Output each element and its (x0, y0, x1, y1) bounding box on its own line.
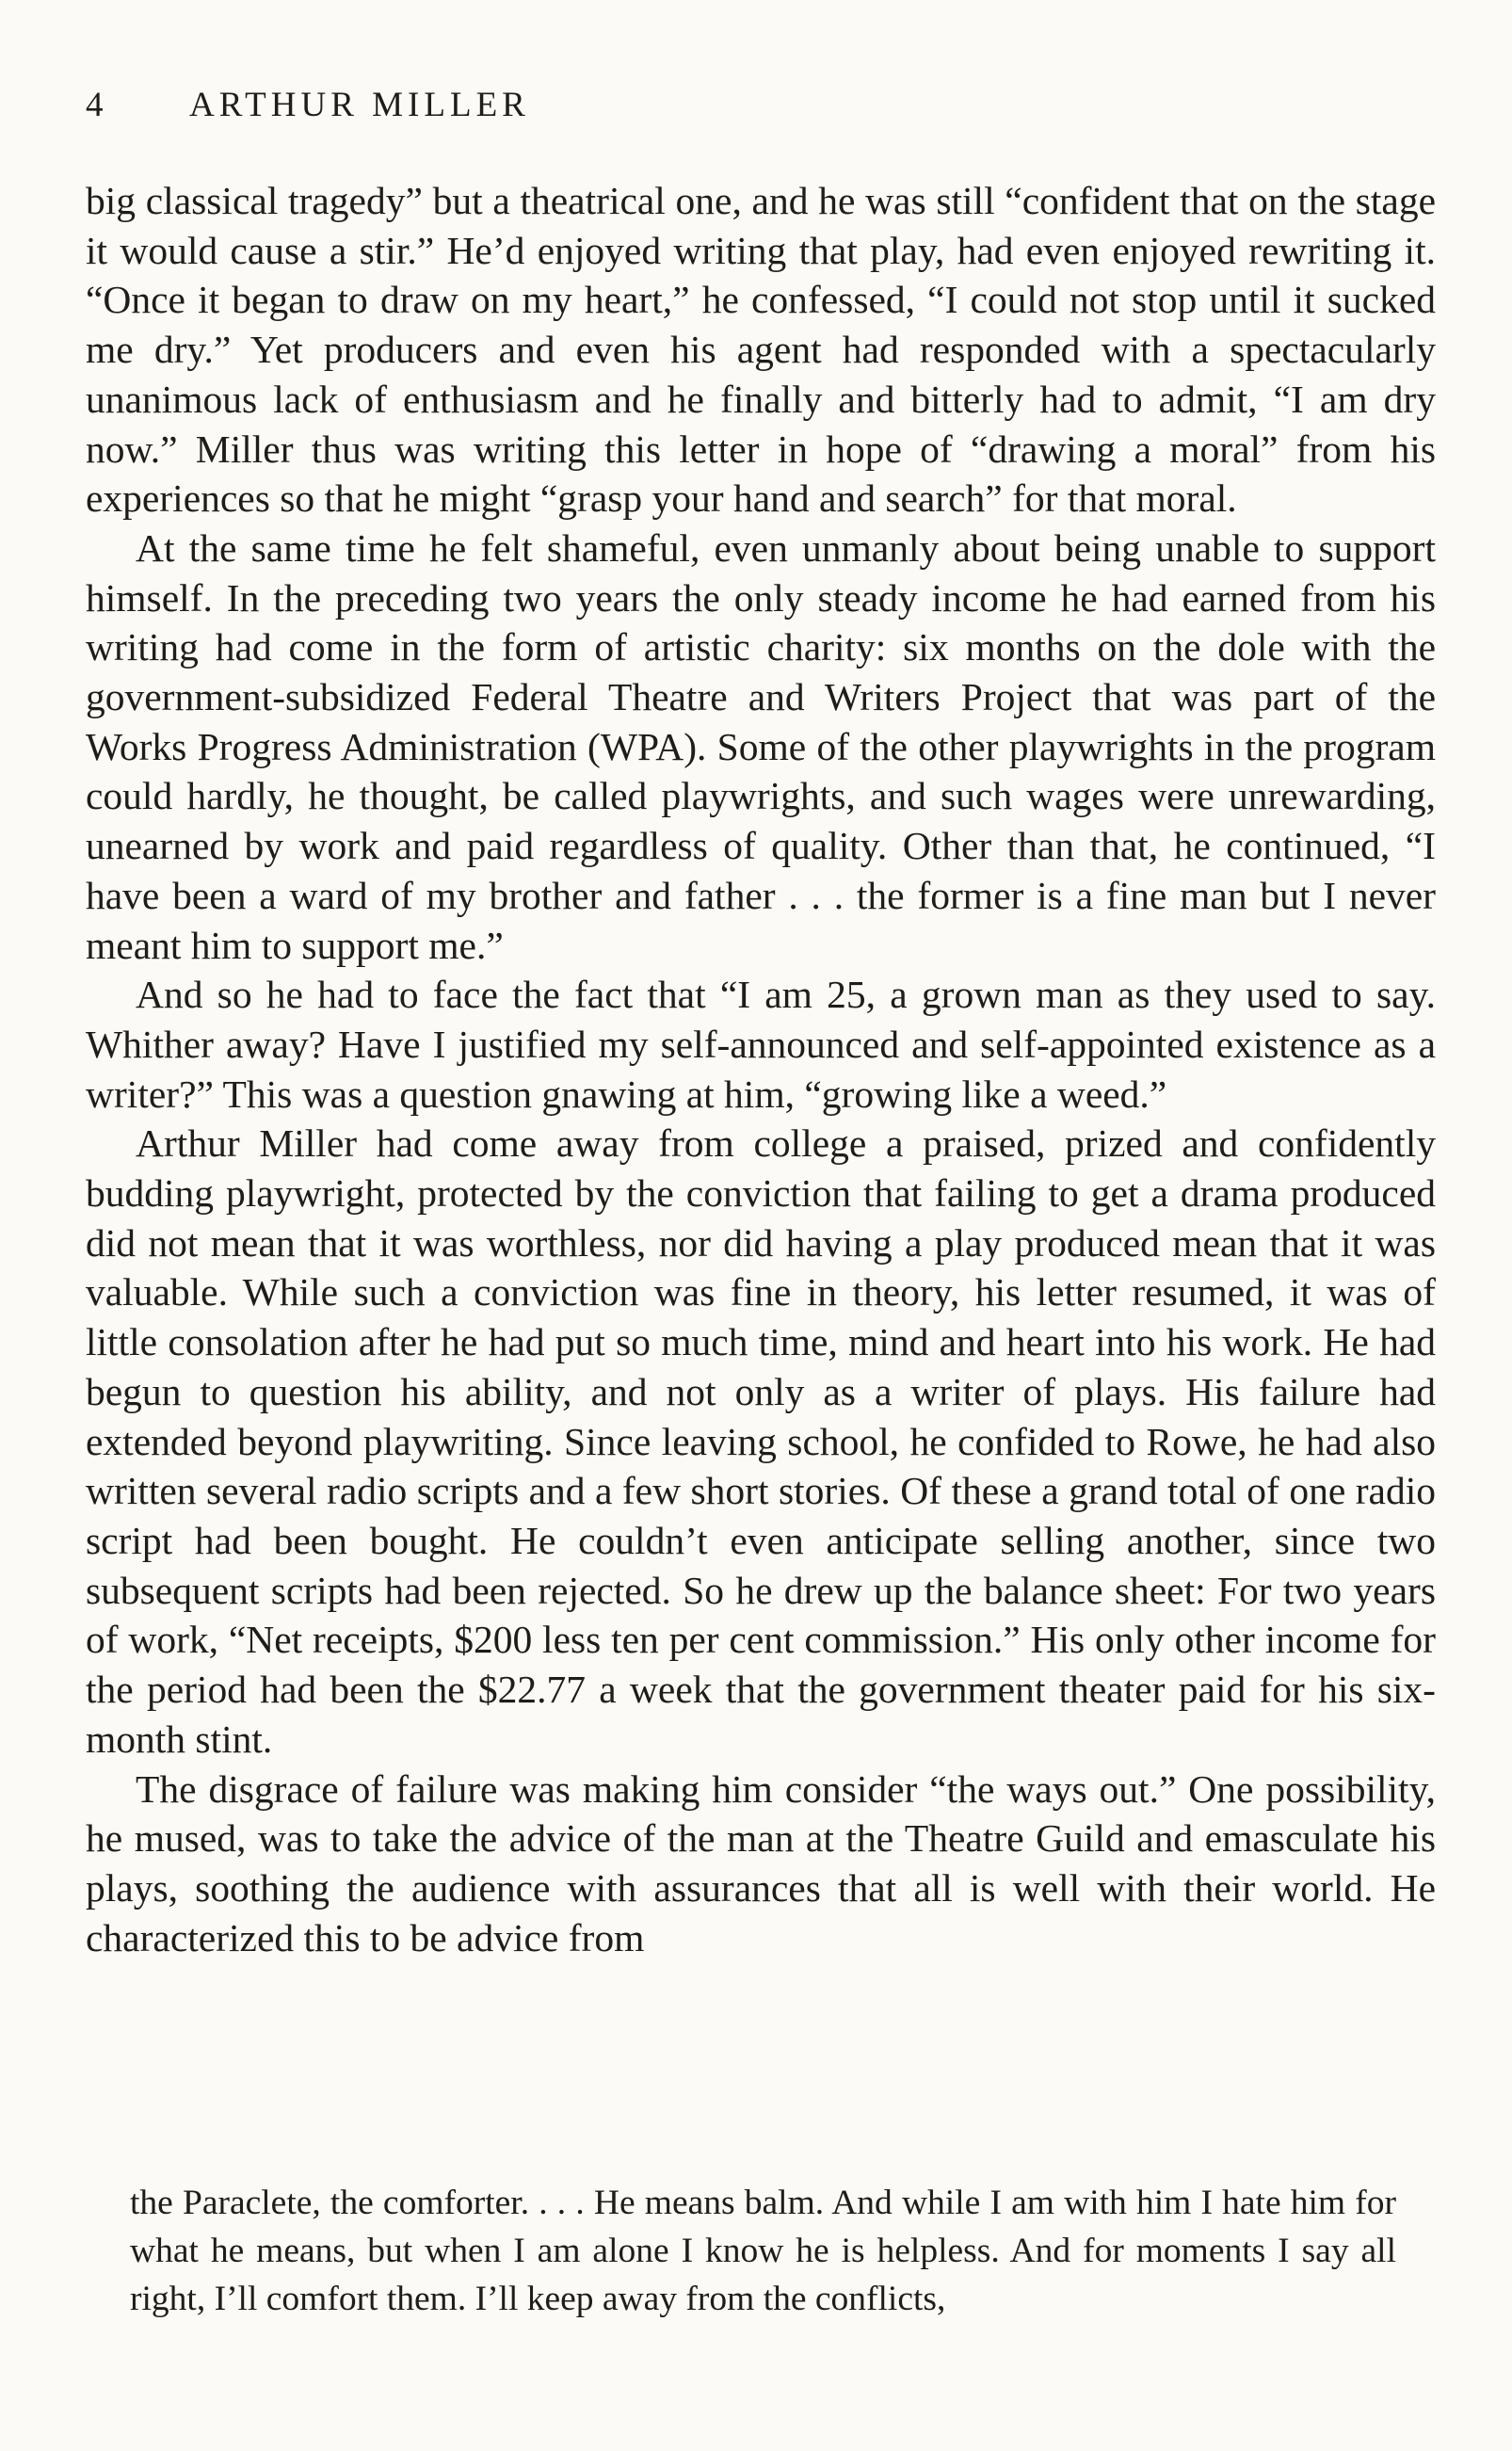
page-number: 4 (86, 85, 104, 124)
running-head (86, 81, 530, 128)
body-text (86, 176, 1436, 1962)
paragraph-2: At the same time he felt shameful, even unmanly about being unable to support himself. In the preceding two years the only steady income he had earned from his writing had come in the form of artistic charity: six months on the dole with the government-subsidized Federal Theatre and Writers Project that was part of the Works Progress Administration (WPA). Some of the other playwrights in the program could hardly, he thought, be called playwrights, and such wages were unrewarding, unearned by work and paid regardless of quality. Other than that, he continued, “I have been a ward of my brother and father . . . the former is a fine man but I never meant him to support me.” (86, 525, 1436, 967)
paragraph-3: And so he had to face the fact that “I am 25, a grown man as they used to say. Whither away? Have I justified my self-announced and self-appointed existence as a writer?” This was a question gnawing at him, “growing like a weed.” (86, 973, 1436, 1116)
paragraph-4: Arthur Miller had come away from college a praised, prized and confidently budding playwright, protected by the conviction that failing to get a drama produced did not mean that it was worthless, nor did having a play produced mean that it was valuable. While such a conviction was fine in theory, his letter resumed, it was of little consolation after he had put so much time, mind and heart into his work. He had begun to question his ability, and not only as a writer of plays. His failure had extended beyond playwriting. Since leaving school, he confided to Rowe, he had also written several radio scripts and a few short stories. Of these a grand total of one radio script had been bought. He couldn’t even anticipate selling another, since two subsequent scripts had been rejected. So he drew up the balance sheet: For two years of work, “Net receipts, $200 less ten per cent commission.” His only other income for the period had been the $22.77 a week that the government theater paid for his six-month stint. (86, 1121, 1436, 1761)
running-title: ARTHUR MILLER (189, 85, 530, 124)
paragraph-1: big classical tragedy” but a theatrical one, and he was still “confident that on the stage it would cause a stir.” He’d enjoyed writing that play, had even enjoyed rewriting it. “Once it began to draw on my heart,” he confessed, “I could not stop until it sucked me dry.” Yet producers and even his agent had responded with a spectacularly unanimous lack of enthusiasm and he finally and bitterly had to admit, “I am dry now.” Miller thus was writing this letter in hope of “drawing a moral” from his experiences so that he might “grasp your hand and search” for that moral. (86, 179, 1436, 521)
block-quote (130, 2179, 1396, 2323)
paragraph-5: The disgrace of failure was making him consider “the ways out.” One possibility, he mused, was to take the advice of the man at the Theatre Guild and emasculate his plays, soothing the audience with assurances that all is well with their world. He characterized this to be advice from (86, 1766, 1436, 1959)
block-quote-text: the Paraclete, the comforter. . . . He means balm. And while I am with him I hate him for what he means, but when I am alone I know he is helpless. And for moments I say all right, I’ll comfort them. I’ll keep away from the conflicts, (130, 2184, 1396, 2318)
